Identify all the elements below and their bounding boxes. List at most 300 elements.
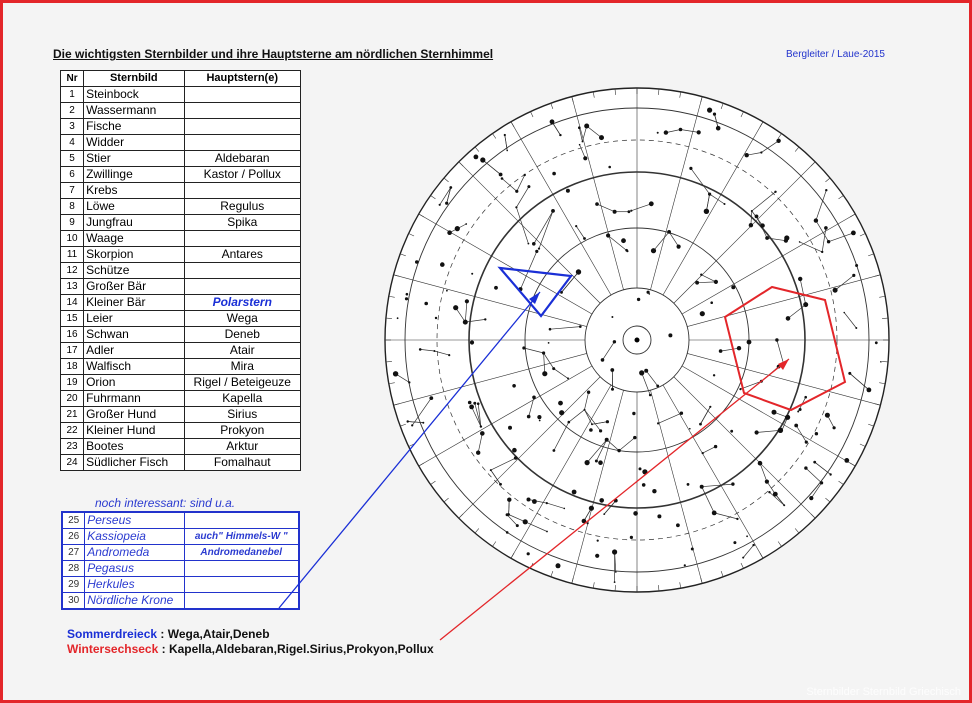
- star-dot: [676, 523, 680, 527]
- star-dot: [575, 225, 577, 227]
- star-dot: [630, 210, 632, 212]
- star-dot: [474, 155, 479, 160]
- cell-constellation: Schütze: [84, 263, 184, 279]
- cell-constellation: Krebs: [84, 183, 184, 199]
- star-dot: [656, 385, 659, 388]
- star-dot: [506, 150, 508, 152]
- star-dot: [716, 126, 721, 131]
- star-dot: [480, 431, 485, 436]
- cell-nr: 29: [62, 577, 85, 593]
- cell-nr: 5: [61, 151, 84, 167]
- cell-constellation: Bootes: [84, 439, 184, 455]
- star-dot: [768, 491, 770, 493]
- star-dot: [827, 240, 830, 243]
- star-dot: [453, 305, 458, 310]
- star-dot: [760, 151, 762, 153]
- star-dot: [532, 499, 537, 504]
- star-dot: [499, 173, 503, 177]
- star-dot: [786, 316, 791, 321]
- cell-constellation: Skorpion: [84, 247, 184, 263]
- star-dot: [731, 482, 734, 485]
- star-dot: [523, 519, 528, 524]
- star-dot: [522, 346, 525, 349]
- star-dot: [585, 460, 590, 465]
- cell-nr: 20: [61, 391, 84, 407]
- star-dot: [499, 483, 502, 486]
- star-dot: [851, 231, 856, 236]
- star-dot: [700, 485, 704, 489]
- star-dot: [603, 513, 605, 515]
- star-dot: [439, 204, 441, 206]
- star-dot: [783, 504, 785, 506]
- star-dot: [709, 406, 711, 408]
- star-dot: [405, 297, 408, 300]
- star-dot: [463, 320, 468, 325]
- star-dot: [772, 410, 777, 415]
- cell-nr: 21: [61, 407, 84, 423]
- star-dot: [843, 312, 845, 314]
- cell-constellation: Nördliche Krone: [85, 593, 184, 610]
- star-dot: [419, 348, 422, 351]
- star-dot: [512, 448, 517, 453]
- star-dot: [550, 119, 555, 124]
- star-dot: [855, 327, 857, 329]
- star-dot: [765, 480, 769, 484]
- star-dot: [449, 186, 452, 189]
- star-dot: [597, 540, 599, 542]
- star-dot: [490, 469, 492, 471]
- star-dot: [613, 210, 617, 214]
- cell-nr: 7: [61, 183, 84, 199]
- star-dot: [699, 423, 702, 426]
- star-dot: [535, 250, 538, 253]
- star-dot: [628, 210, 631, 213]
- cell-constellation: Wassermann: [84, 103, 184, 119]
- star-dot: [539, 420, 541, 422]
- star-map: [3, 3, 969, 700]
- cell-constellation: Walfisch: [84, 359, 184, 375]
- star-dot: [484, 318, 486, 320]
- star-dot: [755, 430, 759, 434]
- star-dot: [730, 430, 733, 433]
- star-dot: [799, 241, 801, 243]
- star-dot: [867, 388, 872, 393]
- star-dot: [595, 460, 598, 463]
- cell-nr: 8: [61, 199, 84, 215]
- star-dot: [755, 215, 759, 219]
- cell-constellation: Jungfrau: [84, 215, 184, 231]
- star-dot: [875, 341, 878, 344]
- cell-constellation: Widder: [84, 135, 184, 151]
- star-dot: [477, 402, 480, 405]
- star-dot: [606, 420, 609, 423]
- cell-constellation: Großer Bär: [84, 279, 184, 295]
- star-dot: [820, 481, 823, 484]
- star-dot: [591, 423, 593, 425]
- star-dot: [633, 436, 636, 439]
- star-dot: [508, 426, 512, 430]
- star-dot: [774, 191, 776, 193]
- star-dot: [855, 264, 858, 267]
- star-dot: [737, 346, 741, 350]
- star-dot: [524, 174, 526, 176]
- star-dot: [829, 473, 831, 475]
- star-dot: [697, 130, 701, 134]
- star-dot: [527, 415, 531, 419]
- star-dot: [821, 251, 823, 253]
- star-dot: [548, 342, 550, 344]
- star-dot: [804, 396, 807, 399]
- star-dot: [657, 132, 659, 134]
- star-dot: [507, 513, 510, 516]
- star-dot: [664, 130, 668, 134]
- star-dot: [542, 351, 545, 354]
- star-dot: [710, 301, 713, 304]
- star-dot: [583, 156, 587, 160]
- cell-main-star: Kapella: [184, 391, 301, 407]
- star-dot: [579, 144, 581, 146]
- winter-hexagon-stars: : Kapella,Aldebaran,Rigel.Sirius,Prokyon,Pollux: [158, 642, 434, 656]
- star-dot: [494, 286, 498, 290]
- star-dot: [553, 449, 556, 452]
- star-dot: [564, 508, 566, 510]
- star-dot: [649, 201, 654, 206]
- star-dot: [465, 299, 469, 303]
- star-dot: [644, 369, 648, 373]
- cell-constellation: Steinbock: [84, 87, 184, 103]
- star-dot: [637, 298, 640, 301]
- star-dot: [778, 428, 783, 433]
- cell-nr: 9: [61, 215, 84, 231]
- star-dot: [599, 135, 604, 140]
- star-dot: [476, 451, 480, 455]
- star-dot: [621, 238, 626, 243]
- star-dot: [765, 236, 769, 240]
- star-dot: [746, 535, 748, 537]
- star-dot: [537, 415, 541, 419]
- cell-main-star: Deneb: [184, 327, 301, 343]
- cell-nr: 14: [61, 295, 84, 311]
- cell-nr: 1: [61, 87, 84, 103]
- star-dot: [785, 415, 790, 420]
- cell-nr: 13: [61, 279, 84, 295]
- star-dot: [700, 311, 705, 316]
- cell-nr: 15: [61, 311, 84, 327]
- cell-main-star: Atair: [184, 343, 301, 359]
- star-dot: [805, 441, 808, 444]
- star-dot: [583, 237, 586, 240]
- star-dot: [657, 422, 659, 424]
- star-dot: [527, 552, 530, 555]
- star-dot: [514, 456, 518, 460]
- summer-triangle-stars: : Wega,Atair,Deneb: [157, 627, 270, 641]
- star-dot: [742, 557, 744, 559]
- star-dot: [527, 185, 530, 188]
- star-dot: [435, 317, 437, 319]
- star-dot: [684, 564, 686, 566]
- star-dot: [595, 554, 599, 558]
- star-dot: [642, 483, 646, 487]
- cell-constellation: Zwillinge: [84, 167, 184, 183]
- cell-nr: 28: [62, 561, 85, 577]
- star-dot: [415, 260, 419, 264]
- star-dot: [689, 167, 692, 170]
- star-dot: [736, 518, 738, 520]
- star-dot: [803, 302, 808, 307]
- star-dot: [480, 425, 482, 427]
- star-dot: [773, 492, 778, 497]
- star-dot: [532, 396, 536, 400]
- star-dot: [551, 209, 555, 213]
- star-dot: [824, 226, 828, 230]
- star-dot: [611, 316, 613, 318]
- star-dot: [408, 381, 410, 383]
- star-dot: [731, 285, 735, 289]
- star-dot: [448, 354, 450, 356]
- cell-nr: 30: [62, 593, 85, 610]
- star-dot: [589, 506, 594, 511]
- star-dot: [527, 498, 531, 502]
- star-dot: [582, 141, 584, 143]
- star-dot: [747, 340, 752, 345]
- star-dot: [714, 445, 717, 448]
- star-dot: [424, 302, 428, 306]
- star-dot: [630, 536, 633, 539]
- star-dot: [610, 368, 614, 372]
- star-dot: [852, 274, 855, 277]
- star-dot: [455, 226, 460, 231]
- star-dot: [608, 166, 611, 169]
- star-dot: [776, 139, 780, 143]
- star-dot: [700, 274, 702, 276]
- star-dot: [506, 531, 509, 534]
- cell-nr: 10: [61, 231, 84, 247]
- star-dot: [679, 128, 683, 132]
- star-dot: [632, 412, 635, 415]
- star-dot: [501, 177, 504, 180]
- star-dot: [613, 340, 616, 343]
- star-dot: [556, 563, 561, 568]
- star-dot: [552, 172, 556, 176]
- star-dot: [825, 413, 830, 418]
- cell-constellation: Orion: [84, 375, 184, 391]
- star-dot: [465, 223, 467, 225]
- star-dot: [719, 349, 723, 353]
- cell-nr: 19: [61, 375, 84, 391]
- star-dot: [552, 367, 555, 370]
- cell-nr: 26: [62, 529, 85, 545]
- star-dot: [568, 421, 571, 424]
- star-dot: [515, 206, 517, 208]
- star-dot: [657, 514, 661, 518]
- summer-triangle-label: Sommerdreieck: [67, 627, 158, 641]
- star-dot: [617, 449, 620, 452]
- star-dot: [809, 496, 813, 500]
- cell-constellation: Kassiopeia: [85, 529, 184, 545]
- cell-constellation: Andromeda: [85, 545, 184, 561]
- star-dot: [639, 467, 642, 470]
- cell-nr: 2: [61, 103, 84, 119]
- header-main-star: Hauptstern(e): [184, 71, 301, 87]
- star-dot: [668, 333, 672, 337]
- cell-nr: 16: [61, 327, 84, 343]
- star-dot: [504, 134, 506, 136]
- star-dot: [446, 290, 448, 292]
- star-dot: [612, 549, 617, 554]
- cell-constellation: Perseus: [85, 512, 184, 529]
- cell-nr: 6: [61, 167, 84, 183]
- cell-constellation: Stier: [84, 151, 184, 167]
- star-dot: [652, 489, 656, 493]
- star-dot: [546, 531, 548, 533]
- star-dot: [844, 458, 849, 463]
- star-dot: [546, 502, 548, 504]
- star-dot: [440, 262, 445, 267]
- pole-star-dot: [635, 338, 640, 343]
- star-dot: [702, 452, 704, 454]
- star-dot: [713, 113, 716, 116]
- page-title: Die wichtigsten Sternbilder und ihre Hauptsterne am nördlichen Sternhimmel: [53, 47, 494, 61]
- star-dot: [614, 581, 616, 583]
- star-dot: [695, 281, 699, 285]
- star-dot: [587, 391, 590, 394]
- cell-main-star: Mira: [184, 359, 301, 375]
- cell-nr: 11: [61, 247, 84, 263]
- star-dot: [639, 370, 644, 375]
- star-dot: [606, 233, 610, 237]
- star-dot: [739, 388, 741, 390]
- star-dot: [667, 230, 671, 234]
- cell-nr: 18: [61, 359, 84, 375]
- star-dot: [691, 548, 694, 551]
- star-dot: [558, 401, 563, 406]
- cell-constellation: Löwe: [84, 199, 184, 215]
- star-dot: [566, 189, 570, 193]
- star-dot: [515, 190, 518, 193]
- star-dot: [584, 409, 586, 411]
- star-dot: [422, 422, 424, 424]
- cell-main-star: Wega: [184, 311, 301, 327]
- star-dot: [549, 328, 552, 331]
- cell-main-star: auch" Himmels-W ": [184, 529, 299, 545]
- star-dot: [473, 402, 476, 405]
- star-dot: [605, 438, 609, 442]
- star-dot: [480, 157, 485, 162]
- star-dot: [595, 202, 599, 206]
- star-dot: [471, 273, 473, 275]
- star-dot: [611, 388, 614, 391]
- star-dot: [512, 384, 516, 388]
- cell-nr: 24: [61, 455, 84, 471]
- cell-constellation: Fuhrmann: [84, 391, 184, 407]
- cell-main-star: Sirius: [184, 407, 301, 423]
- header-nr: Nr: [61, 71, 84, 87]
- star-dot: [599, 498, 604, 503]
- star-dot: [775, 338, 778, 341]
- star-dot: [559, 410, 564, 415]
- note-label: noch interessant: sind u.a.: [95, 496, 236, 510]
- star-dot: [752, 544, 754, 546]
- cell-main-star: Regulus: [184, 199, 301, 215]
- header-constellation: Sternbild: [84, 71, 184, 87]
- star-dot: [689, 428, 691, 430]
- cell-constellation: Leier: [84, 311, 184, 327]
- star-dot: [784, 235, 789, 240]
- star-dot: [813, 461, 816, 464]
- star-dot: [589, 428, 593, 432]
- star-dot: [538, 248, 540, 250]
- star-dot: [745, 153, 749, 157]
- star-dot: [528, 243, 530, 245]
- star-dot: [469, 405, 474, 410]
- star-dot: [751, 210, 753, 212]
- star-dot: [429, 396, 433, 400]
- star-dot: [633, 511, 638, 516]
- cell-nr: 4: [61, 135, 84, 151]
- star-dot: [572, 490, 577, 495]
- cell-constellation: Pegasus: [85, 561, 184, 577]
- star-dot: [707, 108, 712, 113]
- star-dot: [579, 325, 582, 328]
- star-dot: [880, 361, 882, 363]
- cell-constellation: Südlicher Fisch: [84, 455, 184, 471]
- star-dot: [760, 223, 764, 227]
- cell-constellation: Schwan: [84, 327, 184, 343]
- star-dot: [576, 269, 581, 274]
- cell-main-star: Rigel / Beteigeuze: [184, 375, 301, 391]
- star-dot: [599, 429, 602, 432]
- cell-nr: 3: [61, 119, 84, 135]
- cell-constellation: Fische: [84, 119, 184, 135]
- star-dot: [615, 571, 617, 573]
- cell-nr: 23: [61, 439, 84, 455]
- cell-constellation: Waage: [84, 231, 184, 247]
- star-dot: [794, 424, 798, 428]
- star-dot: [625, 249, 628, 252]
- star-dot: [804, 466, 807, 469]
- star-dot: [687, 483, 690, 486]
- star-dot: [733, 541, 736, 544]
- star-dot: [559, 134, 561, 136]
- star-dot: [825, 189, 827, 191]
- star-dot: [833, 288, 838, 293]
- star-dot: [516, 524, 519, 527]
- cell-nr: 22: [61, 423, 84, 439]
- star-dot: [542, 371, 547, 376]
- star-dot: [724, 203, 726, 205]
- star-dot: [677, 245, 681, 249]
- winter-hexagon-label: Wintersechseck: [67, 642, 159, 656]
- star-dot: [712, 511, 717, 516]
- cell-constellation: Kleiner Hund: [84, 423, 184, 439]
- cell-main-star: Aldebaran: [184, 151, 301, 167]
- star-dot: [397, 317, 399, 319]
- star-dot: [393, 371, 398, 376]
- star-dot: [713, 374, 715, 376]
- star-dot: [680, 412, 683, 415]
- star-dot: [598, 460, 603, 465]
- star-dot: [815, 432, 818, 435]
- cell-main-star: Spika: [184, 215, 301, 231]
- star-dot: [708, 193, 711, 196]
- cell-main-star: Andromedanebel: [184, 545, 299, 561]
- star-dot: [704, 209, 709, 214]
- star-dot: [848, 372, 851, 375]
- cell-constellation: Kleiner Bär: [84, 295, 184, 311]
- star-dot: [584, 124, 589, 129]
- cell-nr: 27: [62, 545, 85, 561]
- cell-main-star: Fomalhaut: [184, 455, 301, 471]
